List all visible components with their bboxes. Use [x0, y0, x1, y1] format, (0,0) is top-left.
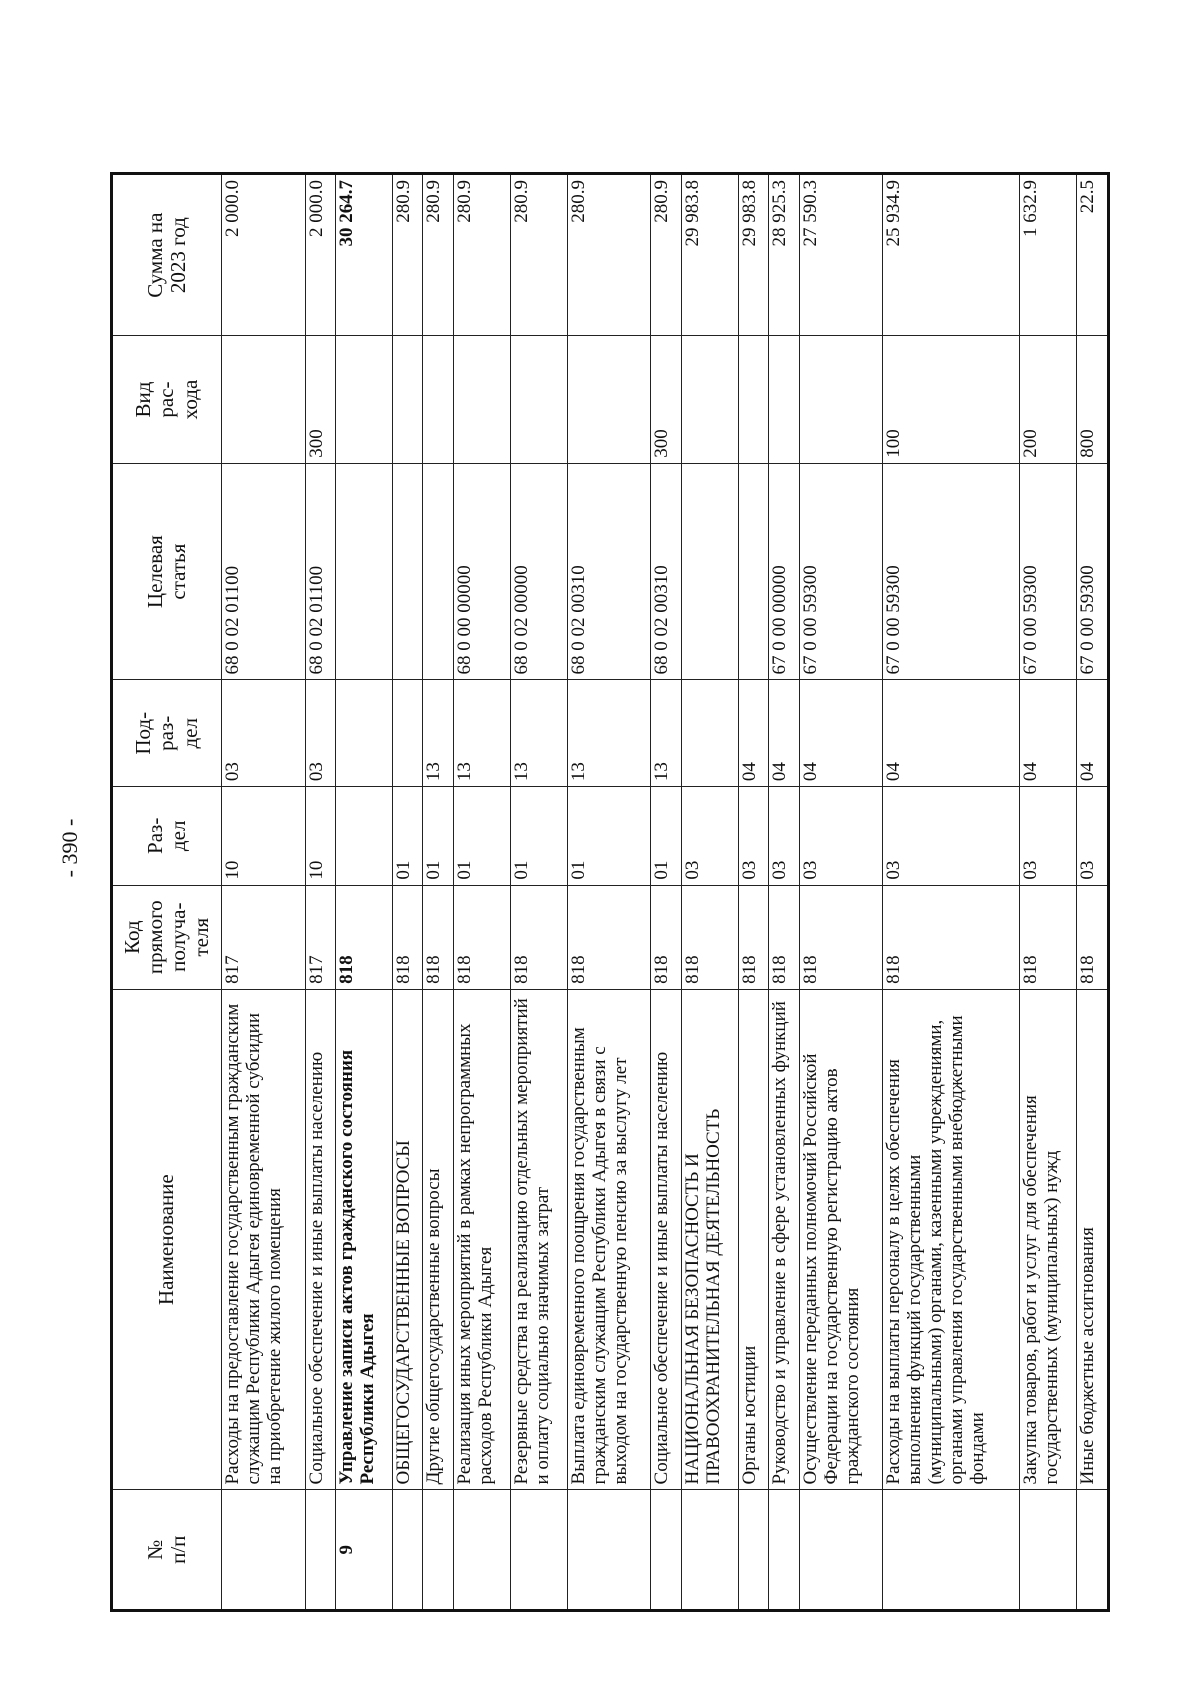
- cell-razdel: 01: [423, 787, 453, 886]
- cell-sum: 29 983.8: [738, 174, 768, 336]
- table-row: [453, 174, 510, 1611]
- cell-name: Реализация иных мероприятий в рамках непрограммных расходов Республики Адыгея: [453, 989, 510, 1490]
- cell-expense-type: [222, 336, 306, 463]
- table-row: [393, 174, 423, 1611]
- cell-name: Социальное обеспечение и иные выплаты населению: [651, 989, 681, 1490]
- cell-recipient-code: 817: [222, 885, 306, 989]
- cell-target-article: 68 0 02 00310: [651, 463, 681, 680]
- cell-sum: 2 000.0: [222, 174, 306, 336]
- cell-num: [1020, 1490, 1077, 1611]
- cell-podrazdel: 13: [423, 680, 453, 787]
- cell-expense-type: [738, 336, 768, 463]
- budget-table: [110, 172, 1110, 1612]
- cell-num: [651, 1490, 681, 1611]
- cell-expense-type: [799, 336, 883, 463]
- cell-podrazdel: 13: [510, 680, 567, 787]
- cell-target-article: [423, 463, 453, 680]
- cell-name: Социальное обеспечение и иные выплаты населению: [305, 989, 335, 1490]
- cell-expense-type: 300: [305, 336, 335, 463]
- cell-target-article: 67 0 00 59300: [883, 463, 1020, 680]
- cell-num: [510, 1490, 567, 1611]
- cell-razdel: 03: [1020, 787, 1077, 886]
- cell-target-article: [393, 463, 423, 680]
- cell-sum: 22.5: [1077, 174, 1109, 336]
- cell-name: Расходы на выплаты персоналу в целях обеспечения выполнения функций государственными (муниципальными) органами, казенными учреждениями, органами управления государственными внебюджетными фондами: [883, 989, 1020, 1490]
- cell-recipient-code: 818: [883, 885, 1020, 989]
- cell-podrazdel: 03: [305, 680, 335, 787]
- cell-recipient-code: 818: [1020, 885, 1077, 989]
- header-podrazdel: Под- раз- дел: [112, 680, 222, 787]
- cell-num: [799, 1490, 883, 1611]
- cell-sum: 280.9: [651, 174, 681, 336]
- cell-recipient-code: 818: [651, 885, 681, 989]
- table-row: [510, 174, 567, 1611]
- cell-sum: 280.9: [510, 174, 567, 336]
- cell-name: Осуществление переданных полномочий Российской Федерации на государственную регистрацию актов гражданского состояния: [799, 989, 883, 1490]
- cell-podrazdel: 13: [651, 680, 681, 787]
- cell-target-article: 68 0 00 00000: [453, 463, 510, 680]
- cell-podrazdel: 04: [738, 680, 768, 787]
- table-row: [769, 174, 799, 1611]
- cell-razdel: 01: [510, 787, 567, 886]
- header-code: Код прямого получа- теля: [112, 885, 222, 989]
- cell-name: Иные бюджетные ассигнования: [1077, 989, 1109, 1490]
- cell-expense-type: 300: [651, 336, 681, 463]
- cell-num: [1077, 1490, 1109, 1611]
- cell-expense-type: [423, 336, 453, 463]
- cell-num: [393, 1490, 423, 1611]
- table-row: [799, 174, 883, 1611]
- cell-recipient-code: 818: [510, 885, 567, 989]
- cell-sum: 280.9: [567, 174, 651, 336]
- cell-recipient-code: 818: [423, 885, 453, 989]
- cell-num: [738, 1490, 768, 1611]
- cell-num: [567, 1490, 651, 1611]
- table-row: [1020, 174, 1077, 1611]
- cell-razdel: 01: [453, 787, 510, 886]
- cell-razdel: 01: [567, 787, 651, 886]
- cell-razdel: [336, 787, 393, 886]
- table-row: [567, 174, 651, 1611]
- cell-target-article: [681, 463, 738, 680]
- cell-recipient-code: 818: [799, 885, 883, 989]
- cell-razdel: 10: [222, 787, 306, 886]
- cell-recipient-code: 818: [738, 885, 768, 989]
- table-row: [883, 174, 1020, 1611]
- cell-expense-type: [453, 336, 510, 463]
- cell-target-article: 67 0 00 59300: [1077, 463, 1109, 680]
- cell-podrazdel: 04: [1077, 680, 1109, 787]
- cell-sum: 1 632.9: [1020, 174, 1077, 336]
- cell-podrazdel: [336, 680, 393, 787]
- cell-sum: 30 264.7: [336, 174, 393, 336]
- table-row: [1077, 174, 1109, 1611]
- cell-name: Закупка товаров, работ и услуг для обеспечения государственных (муниципальных) нужд: [1020, 989, 1077, 1490]
- cell-expense-type: 200: [1020, 336, 1077, 463]
- header-target-article: Целевая статья: [112, 463, 222, 680]
- cell-num: [883, 1490, 1020, 1611]
- table-row: [681, 174, 738, 1611]
- cell-expense-type: [769, 336, 799, 463]
- header-num: № п/п: [112, 1490, 222, 1611]
- cell-name: Органы юстиции: [738, 989, 768, 1490]
- cell-sum: 280.9: [393, 174, 423, 336]
- cell-expense-type: [336, 336, 393, 463]
- table-body: [222, 174, 1109, 1611]
- cell-expense-type: [567, 336, 651, 463]
- cell-num: [769, 1490, 799, 1611]
- cell-razdel: 10: [305, 787, 335, 886]
- cell-target-article: [738, 463, 768, 680]
- cell-num: [423, 1490, 453, 1611]
- cell-name: НАЦИОНАЛЬНАЯ БЕЗОПАСНОСТЬ И ПРАВООХРАНИТЕЛЬНАЯ ДЕЯТЕЛЬНОСТЬ: [681, 989, 738, 1490]
- cell-num: 9: [336, 1490, 393, 1611]
- cell-razdel: 03: [799, 787, 883, 886]
- header-name: Наименование: [112, 989, 222, 1490]
- cell-target-article: 67 0 00 59300: [799, 463, 883, 680]
- cell-sum: 25 934.9: [883, 174, 1020, 336]
- cell-name: ОБЩЕГОСУДАРСТВЕННЫЕ ВОПРОСЫ: [393, 989, 423, 1490]
- table-row: [651, 174, 681, 1611]
- cell-expense-type: [393, 336, 423, 463]
- cell-target-article: 68 0 02 01100: [222, 463, 306, 680]
- table-header-row: [112, 174, 222, 1611]
- table-row: [305, 174, 335, 1611]
- cell-razdel: 01: [651, 787, 681, 886]
- page-number: - 390 -: [57, 818, 82, 878]
- cell-target-article: 67 0 00 00000: [769, 463, 799, 680]
- header-razdel: Раз- дел: [112, 787, 222, 886]
- cell-target-article: 67 0 00 59300: [1020, 463, 1077, 680]
- cell-target-article: 68 0 02 00000: [510, 463, 567, 680]
- cell-recipient-code: 817: [305, 885, 335, 989]
- cell-recipient-code: 818: [336, 885, 393, 989]
- cell-name: Расходы на предоставление государственным гражданским служащим Республики Адыгея единовременной субсидии на приобретение жилого помещения: [222, 989, 306, 1490]
- table-row: [423, 174, 453, 1611]
- cell-podrazdel: 04: [769, 680, 799, 787]
- cell-expense-type: [510, 336, 567, 463]
- cell-num: [222, 1490, 306, 1611]
- cell-podrazdel: 04: [883, 680, 1020, 787]
- cell-recipient-code: 818: [1077, 885, 1109, 989]
- cell-target-article: 68 0 02 00310: [567, 463, 651, 680]
- cell-expense-type: 100: [883, 336, 1020, 463]
- cell-podrazdel: [393, 680, 423, 787]
- cell-recipient-code: 818: [769, 885, 799, 989]
- table-row: [336, 174, 393, 1611]
- cell-podrazdel: [681, 680, 738, 787]
- cell-target-article: 68 0 02 01100: [305, 463, 335, 680]
- cell-recipient-code: 818: [393, 885, 423, 989]
- cell-recipient-code: 818: [567, 885, 651, 989]
- cell-razdel: 01: [393, 787, 423, 886]
- cell-razdel: 03: [883, 787, 1020, 886]
- cell-podrazdel: 03: [222, 680, 306, 787]
- cell-num: [305, 1490, 335, 1611]
- header-sum: Сумма на 2023 год: [112, 174, 222, 336]
- cell-target-article: [336, 463, 393, 680]
- cell-expense-type: 800: [1077, 336, 1109, 463]
- cell-podrazdel: 04: [799, 680, 883, 787]
- cell-razdel: 03: [1077, 787, 1109, 886]
- cell-recipient-code: 818: [681, 885, 738, 989]
- cell-sum: 28 925.3: [769, 174, 799, 336]
- cell-razdel: 03: [738, 787, 768, 886]
- cell-name: Руководство и управление в сфере установленных функций: [769, 989, 799, 1490]
- cell-sum: 29 983.8: [681, 174, 738, 336]
- cell-podrazdel: 04: [1020, 680, 1077, 787]
- cell-name: Выплата единовременного поощрения государственным гражданским служащим Республики Адыгея в связи с выходом на государственную пенсию за выслугу лет: [567, 989, 651, 1490]
- cell-sum: 2 000.0: [305, 174, 335, 336]
- cell-razdel: 03: [681, 787, 738, 886]
- cell-razdel: 03: [769, 787, 799, 886]
- cell-sum: 27 590.3: [799, 174, 883, 336]
- cell-recipient-code: 818: [453, 885, 510, 989]
- cell-num: [681, 1490, 738, 1611]
- cell-podrazdel: 13: [453, 680, 510, 787]
- rotated-page: [110, 172, 1110, 1612]
- cell-name: Управление записи актов гражданского состояния Республики Адыгея: [336, 989, 393, 1490]
- header-expense-type: Вид рас- хода: [112, 336, 222, 463]
- table-row: [222, 174, 306, 1611]
- cell-expense-type: [681, 336, 738, 463]
- table-row: [738, 174, 768, 1611]
- cell-num: [453, 1490, 510, 1611]
- cell-podrazdel: 13: [567, 680, 651, 787]
- cell-sum: 280.9: [423, 174, 453, 336]
- cell-name: Резервные средства на реализацию отдельных мероприятий и оплату социально значимых затрат: [510, 989, 567, 1490]
- cell-name: Другие общегосударственные вопросы: [423, 989, 453, 1490]
- cell-sum: 280.9: [453, 174, 510, 336]
